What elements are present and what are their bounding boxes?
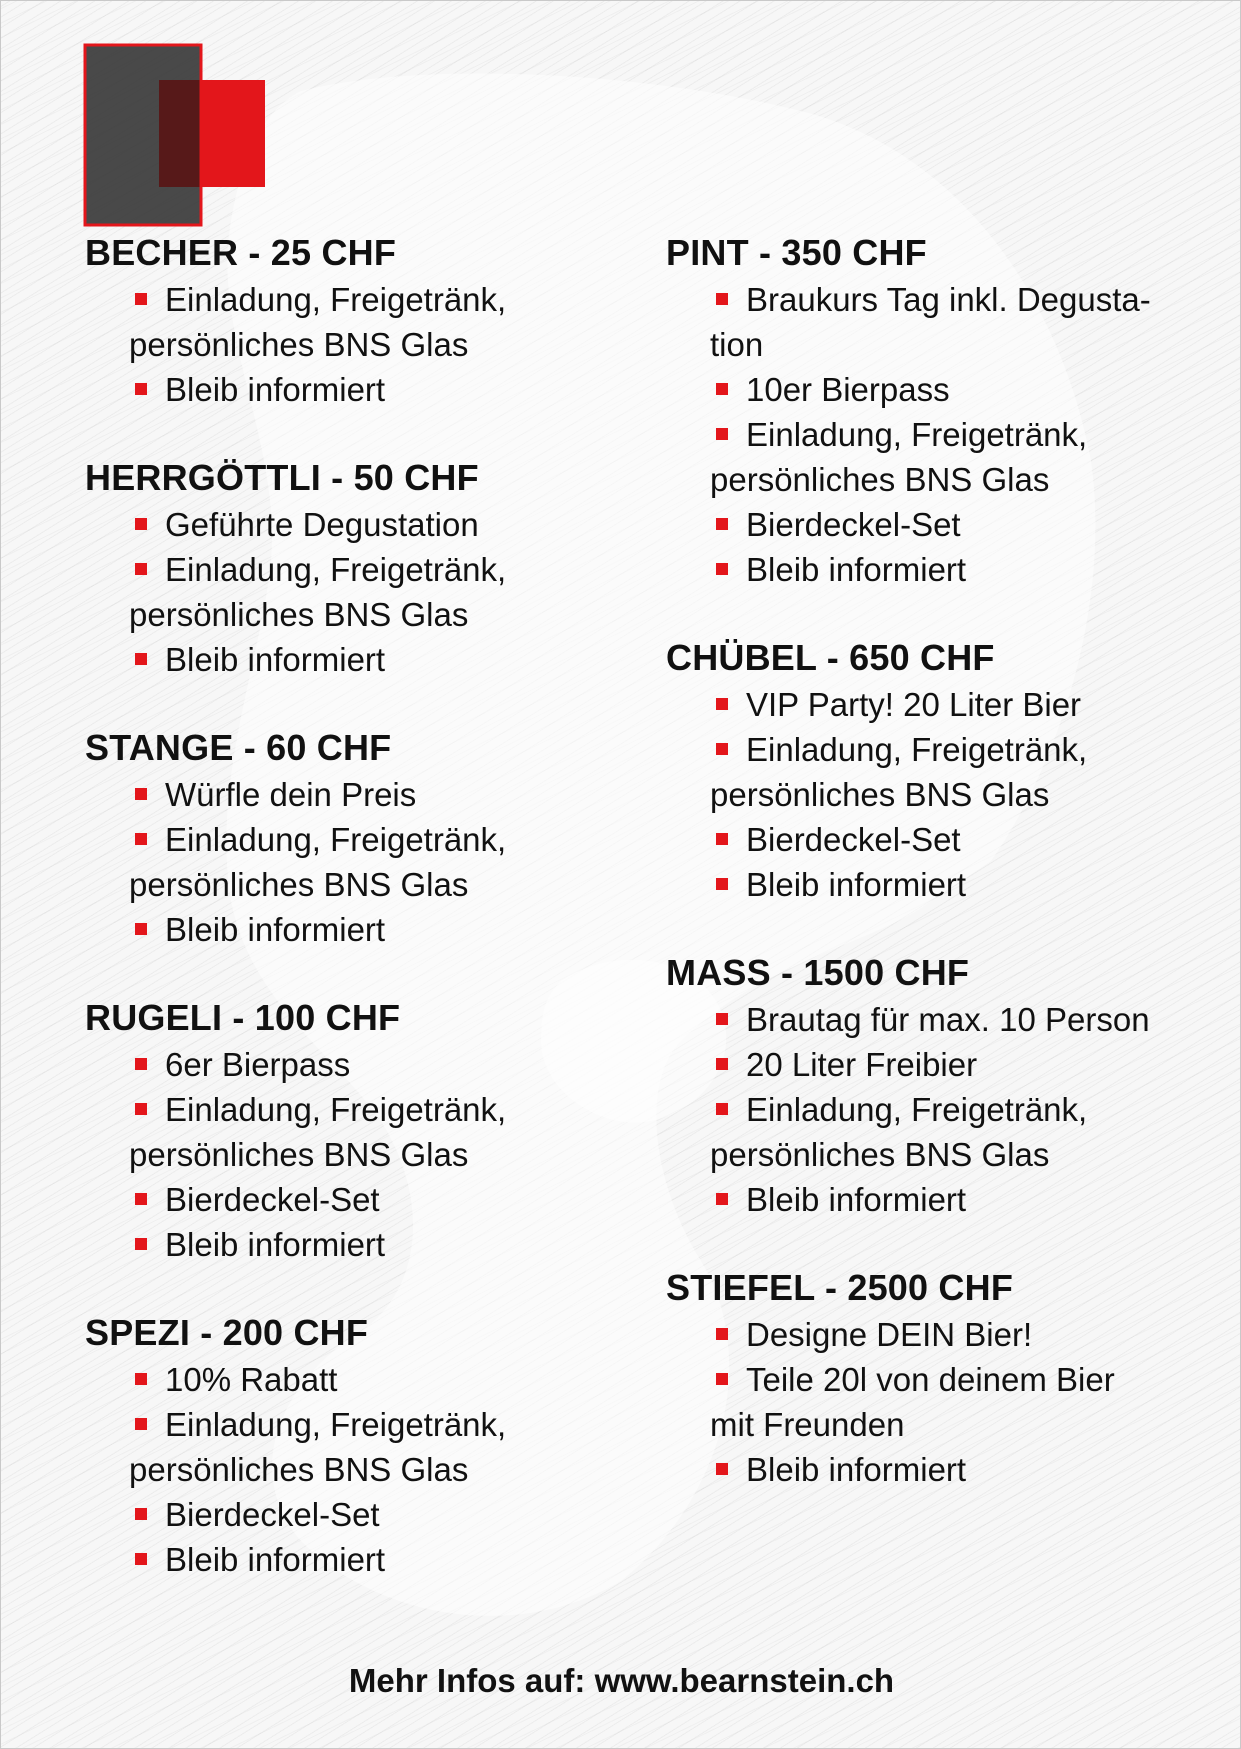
square-bullet-icon <box>716 1463 728 1475</box>
benefit-item <box>710 277 1186 322</box>
tier-heading: CHÜBEL - 650 CHF <box>666 637 995 678</box>
benefit-item <box>710 862 1186 907</box>
benefit-text: 6er Bierpass <box>165 1046 351 1083</box>
benefit-text: Bierdeckel-Set <box>746 506 961 543</box>
square-bullet-icon <box>135 923 147 935</box>
square-bullet-icon <box>135 1103 147 1115</box>
square-bullet-icon <box>135 833 147 845</box>
benefit-item <box>710 682 1186 727</box>
benefit-text: 20 Liter Freibier <box>746 1046 978 1083</box>
brand-logo-squares <box>83 43 268 227</box>
benefit-text: Bleib informiert <box>165 911 386 948</box>
benefit-item <box>710 1177 1186 1222</box>
benefit-text: Bleib informiert <box>746 551 967 588</box>
square-bullet-icon <box>716 383 728 395</box>
benefit-item <box>710 1042 1186 1087</box>
sponsorship-tier <box>85 726 605 952</box>
benefit-text: persönliches BNS Glas <box>710 1136 1050 1173</box>
benefit-text: persönliches BNS Glas <box>710 776 1050 813</box>
tier-heading: STIEFEL - 2500 CHF <box>666 1267 1014 1308</box>
benefit-text: Einladung, Freigetränk, <box>165 1091 507 1128</box>
sponsorship-tier <box>85 1311 605 1582</box>
square-bullet-icon <box>716 1373 728 1385</box>
benefit-text: Einladung, Freigetränk, <box>165 821 507 858</box>
sponsorship-tier <box>666 951 1186 1222</box>
square-bullet-icon <box>135 383 147 395</box>
benefit-item <box>710 547 1186 592</box>
benefit-item <box>710 367 1186 412</box>
benefit-text: Teile 20l von deinem Bier <box>746 1361 1115 1398</box>
left-column <box>85 231 605 1626</box>
benefit-item <box>129 367 605 412</box>
benefit-item <box>129 1087 605 1132</box>
benefit-text: Einladung, Freigetränk, <box>746 416 1088 453</box>
benefit-item <box>710 502 1186 547</box>
benefit-item <box>129 907 605 952</box>
benefit-text: persönliches BNS Glas <box>129 1136 469 1173</box>
benefit-item-continuation <box>129 322 605 367</box>
benefit-list <box>666 277 1186 592</box>
square-bullet-icon <box>716 1103 728 1115</box>
benefit-text: Einladung, Freigetränk, <box>165 551 507 588</box>
benefit-item <box>710 997 1186 1042</box>
benefit-text: Geführte Degustation <box>165 506 479 543</box>
benefit-item <box>710 817 1186 862</box>
tier-heading: RUGELI - 100 CHF <box>85 997 401 1038</box>
benefit-item-continuation <box>129 592 605 637</box>
benefit-text: Bleib informiert <box>165 1541 386 1578</box>
benefit-text: tion <box>710 326 764 363</box>
square-bullet-icon <box>716 833 728 845</box>
benefit-text: Einladung, Freigetränk, <box>165 281 507 318</box>
benefit-text: Einladung, Freigetränk, <box>746 731 1088 768</box>
square-bullet-icon <box>135 293 147 305</box>
tier-heading: HERRGÖTTLI - 50 CHF <box>85 457 479 498</box>
benefit-text: Würfle dein Preis <box>165 776 417 813</box>
benefit-item <box>129 1177 605 1222</box>
square-bullet-icon <box>135 1553 147 1565</box>
sponsorship-tier <box>666 636 1186 907</box>
benefit-item-continuation <box>710 322 1186 367</box>
tier-heading: BECHER - 25 CHF <box>85 232 397 273</box>
benefit-text: Bleib informiert <box>165 371 386 408</box>
square-bullet-icon <box>135 563 147 575</box>
footer-more-info: Mehr Infos auf: www.bearnstein.ch <box>348 1662 895 1699</box>
benefit-item-continuation <box>710 772 1186 817</box>
square-bullet-icon <box>716 698 728 710</box>
square-bullet-icon <box>135 1418 147 1430</box>
benefit-list <box>85 502 605 682</box>
benefit-item-continuation <box>710 457 1186 502</box>
benefit-text: Bleib informiert <box>746 866 967 903</box>
benefit-list <box>85 1042 605 1267</box>
benefit-item-continuation <box>129 1447 605 1492</box>
square-bullet-icon <box>135 653 147 665</box>
benefit-text: Bleib informiert <box>746 1181 967 1218</box>
benefit-item <box>710 412 1186 457</box>
benefit-item-continuation <box>129 1132 605 1177</box>
square-bullet-icon <box>716 518 728 530</box>
tier-heading: MASS - 1500 CHF <box>666 952 970 993</box>
benefit-item <box>129 547 605 592</box>
benefit-text: Einladung, Freigetränk, <box>746 1091 1088 1128</box>
sponsorship-tier <box>666 231 1186 592</box>
square-bullet-icon <box>716 293 728 305</box>
benefit-item <box>129 1357 605 1402</box>
benefit-item <box>129 1222 605 1267</box>
benefit-item-continuation <box>710 1132 1186 1177</box>
benefit-text: Bierdeckel-Set <box>165 1496 380 1533</box>
benefit-item <box>710 1312 1186 1357</box>
square-bullet-icon <box>716 1013 728 1025</box>
benefit-text: mit Freunden <box>710 1406 905 1443</box>
benefit-item <box>710 727 1186 772</box>
square-bullet-icon <box>135 1238 147 1250</box>
benefit-text: persönliches BNS Glas <box>129 596 469 633</box>
benefit-text: Bleib informiert <box>165 641 386 678</box>
benefit-item <box>710 1087 1186 1132</box>
square-bullet-icon <box>716 428 728 440</box>
benefit-item <box>710 1447 1186 1492</box>
square-bullet-icon <box>135 1058 147 1070</box>
sponsorship-tier <box>85 231 605 412</box>
benefit-text: 10% Rabatt <box>165 1361 338 1398</box>
benefit-item <box>129 1492 605 1537</box>
sponsorship-tier <box>85 456 605 682</box>
square-bullet-icon <box>716 563 728 575</box>
right-column <box>666 231 1186 1536</box>
benefit-item-continuation <box>710 1402 1186 1447</box>
square-bullet-icon <box>135 1508 147 1520</box>
tier-heading: PINT - 350 CHF <box>666 232 927 273</box>
benefit-item <box>129 772 605 817</box>
tier-heading: SPEZI - 200 CHF <box>85 1312 369 1353</box>
benefit-text: persönliches BNS Glas <box>129 866 469 903</box>
benefit-text: persönliches BNS Glas <box>129 1451 469 1488</box>
benefit-item <box>129 817 605 862</box>
benefit-text: persönliches BNS Glas <box>129 326 469 363</box>
benefit-list <box>666 1312 1186 1492</box>
benefit-text: Brautag für max. 10 Person <box>746 1001 1150 1038</box>
benefit-item <box>710 1357 1186 1402</box>
square-bullet-icon <box>135 788 147 800</box>
square-bullet-icon <box>716 743 728 755</box>
benefit-text: Braukurs Tag inkl. Degusta- <box>746 281 1151 318</box>
benefit-list <box>85 1357 605 1582</box>
benefit-text: Designe DEIN Bier! <box>746 1316 1033 1353</box>
benefit-item <box>129 1537 605 1582</box>
benefit-item <box>129 637 605 682</box>
benefit-item <box>129 1402 605 1447</box>
benefit-text: persönliches BNS Glas <box>710 461 1050 498</box>
square-bullet-icon <box>716 1328 728 1340</box>
benefit-text: Bierdeckel-Set <box>746 821 961 858</box>
benefit-text: VIP Party! 20 Liter Bier <box>746 686 1082 723</box>
benefit-list <box>666 682 1186 907</box>
square-bullet-icon <box>135 1193 147 1205</box>
square-bullet-icon <box>716 878 728 890</box>
benefit-list <box>85 277 605 412</box>
benefit-text: 10er Bierpass <box>746 371 950 408</box>
square-bullet-icon <box>135 1373 147 1385</box>
square-bullet-icon <box>135 518 147 530</box>
sponsorship-tier <box>85 996 605 1267</box>
square-bullet-icon <box>716 1193 728 1205</box>
benefit-text: Einladung, Freigetränk, <box>165 1406 507 1443</box>
tier-heading: STANGE - 60 CHF <box>85 727 392 768</box>
square-bullet-icon <box>716 1058 728 1070</box>
benefit-item-continuation <box>129 862 605 907</box>
benefit-item <box>129 277 605 322</box>
benefit-item <box>129 1042 605 1087</box>
sponsorship-tier <box>666 1266 1186 1492</box>
benefit-text: Bleib informiert <box>746 1451 967 1488</box>
benefit-list <box>85 772 605 952</box>
benefit-text: Bierdeckel-Set <box>165 1181 380 1218</box>
benefit-text: Bleib informiert <box>165 1226 386 1263</box>
benefit-item <box>129 502 605 547</box>
benefit-list <box>666 997 1186 1222</box>
